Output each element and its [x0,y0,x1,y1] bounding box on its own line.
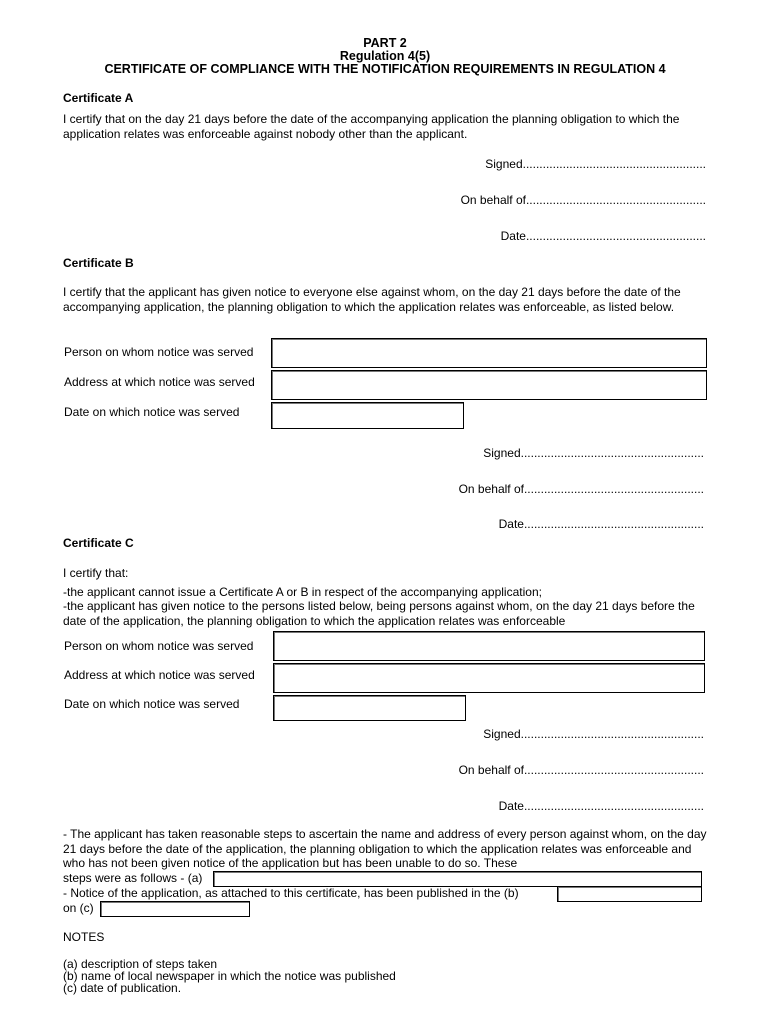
certificate-c-person-label: Person on whom notice was served [64,639,254,653]
certificate-a-date: Date...................................................... [500,229,706,243]
certificate-c-published-line: - Notice of the application, as attached to this certificate, has been published in the (b) [63,886,519,900]
certificate-c-steps-line: steps were as follows - (a) [63,871,203,885]
certificate-c-steps-text: - The applicant has taken reasonable steps to ascertain the name and address of every person against whom, on the day 21 days before the date of the application, the planning obligation to which the application relates was enforceable and who has not been given notice of the application but has been unable to do so. These [63,827,707,870]
certificate-b-person-input[interactable] [272,339,706,367]
steps-taken-field[interactable] [213,871,702,887]
certificate-a-heading: Certificate A [63,91,134,105]
certificate-c-person-field[interactable] [273,631,705,661]
certificate-c-date: Date...................................................... [498,799,704,813]
newspaper-name-field[interactable] [557,886,702,902]
part-heading: PART 2 [363,36,407,50]
note-a: (a) description of steps taken [63,957,218,971]
certificate-c-person-input[interactable] [274,632,704,660]
certificate-c-date-input[interactable] [274,696,465,720]
certificate-a-text: I certify that on the day 21 days before the date of the accompanying application the planning obligation to which the application relates was enforceable against nobody other than the applicant. [63,112,680,141]
certificate-a-signed: Signed....................................................... [485,157,706,171]
certificate-c-signed: Signed....................................................... [483,727,704,741]
certificate-a-on-behalf: On behalf of...................................................... [460,193,706,207]
newspaper-name-input[interactable] [558,887,701,901]
certificate-b-date: Date...................................................... [498,517,704,531]
publication-date-input[interactable] [101,902,249,916]
certificate-b-date-label: Date on which notice was served [64,405,240,419]
certificate-b-person-label: Person on whom notice was served [64,345,254,359]
certificate-c-address-label: Address at which notice was served [64,668,255,682]
notes-heading: NOTES [63,930,105,944]
certificate-c-heading: Certificate C [63,536,134,550]
publication-date-field[interactable] [100,901,250,917]
certificate-c-intro: I certify that: [63,566,129,580]
regulation-heading: Regulation 4(5) [339,49,431,63]
certificate-c-date-field[interactable] [273,695,466,721]
certificate-b-person-field[interactable] [271,338,707,368]
note-b: (b) name of local newspaper in which the notice was published [63,969,396,983]
certificate-c-line1: -the applicant cannot issue a Certificate A or B in respect of the accompanying application; [63,585,542,599]
certificate-c-on-behalf: On behalf of...................................................... [458,763,704,777]
certificate-c-line2: -the applicant has given notice to the persons listed below, being persons against whom, on the day 21 days before the date of the application, the planning obligation to which the application relates was enforceable [63,599,695,628]
certificate-b-date-field[interactable] [271,402,464,429]
certificate-c-address-field[interactable] [273,663,705,693]
certificate-b-heading: Certificate B [63,256,134,270]
certificate-b-signed: Signed....................................................... [483,446,704,460]
certificate-b-on-behalf: On behalf of...................................................... [458,482,704,496]
note-c: (c) date of publication. [63,981,182,995]
certificate-c-date-label: Date on which notice was served [64,697,240,711]
certificate-b-address-label: Address at which notice was served [64,375,255,389]
certificate-c-address-input[interactable] [274,664,704,692]
certificate-b-address-field[interactable] [271,370,707,400]
certificate-b-address-input[interactable] [272,371,706,399]
certificate-c-on-line: on (c) [63,901,94,915]
certificate-b-date-input[interactable] [272,403,463,428]
document-title: CERTIFICATE OF COMPLIANCE WITH THE NOTIFICATION REQUIREMENTS IN REGULATION 4 [104,62,666,76]
certificate-b-text: I certify that the applicant has given notice to everyone else against whom, on the day 21 days before the date of the accompanying application, the planning obligation to which the application relates was enforceable, as listed below. [63,285,681,314]
steps-taken-input[interactable] [214,872,701,886]
